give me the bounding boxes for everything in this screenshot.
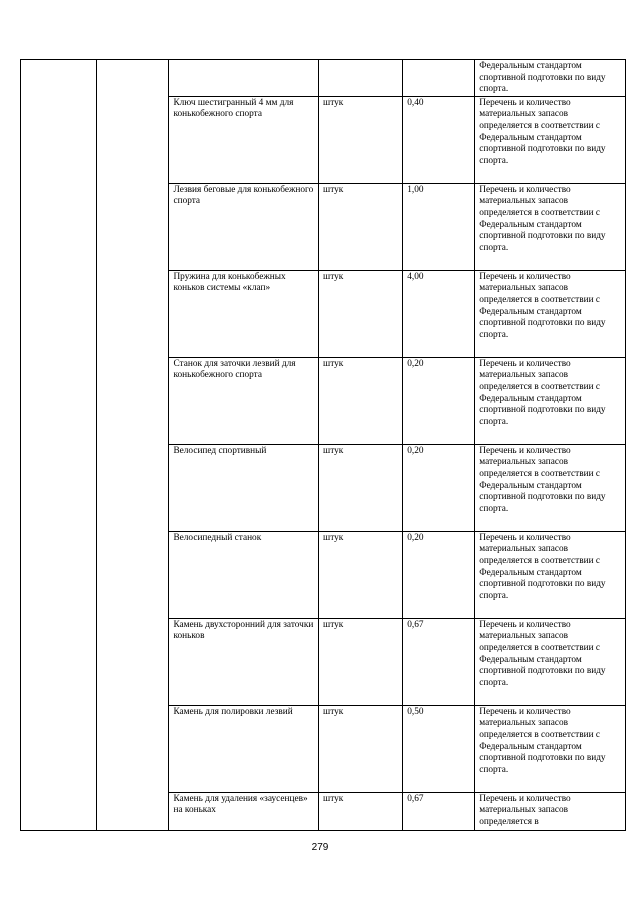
item-name-cell: Велосипед спортивный <box>169 444 319 531</box>
unit-cell: штук <box>319 531 403 618</box>
note-cell: Федеральным стандартом спортивной подготовки по виду спорта. <box>475 60 626 97</box>
note-cell: Перечень и количество материальных запасов определяется в соответствии с Федеральным стандартом спортивной подготовки по виду спорта. <box>475 618 626 705</box>
item-name-cell: Камень для удаления «заусенцев» на коньках <box>169 792 319 830</box>
quantity-cell: 0,67 <box>403 792 475 830</box>
quantity-cell: 0,40 <box>403 96 475 183</box>
item-name-cell: Пружина для конькобежных коньков системы «клап» <box>169 270 319 357</box>
unit-cell <box>319 60 403 97</box>
item-name-cell: Станок для заточки лезвий для конькобежного спорта <box>169 357 319 444</box>
materials-table <box>20 59 626 831</box>
note-cell: Перечень и количество материальных запасов определяется в соответствии с Федеральным стандартом спортивной подготовки по виду спорта. <box>475 705 626 792</box>
unit-cell: штук <box>319 444 403 531</box>
note-cell: Перечень и количество материальных запасов определяется в соответствии с Федеральным стандартом спортивной подготовки по виду спорта. <box>475 270 626 357</box>
item-name-cell <box>169 60 319 97</box>
item-name-cell: Ключ шестигранный 4 мм для конькобежного спорта <box>169 96 319 183</box>
quantity-cell: 0,20 <box>403 531 475 618</box>
quantity-cell: 0,50 <box>403 705 475 792</box>
quantity-cell: 0,20 <box>403 444 475 531</box>
unit-cell: штук <box>319 705 403 792</box>
unit-cell: штук <box>319 96 403 183</box>
unit-cell: штук <box>319 183 403 270</box>
item-name-cell: Камень двухсторонний для заточки коньков <box>169 618 319 705</box>
note-cell: Перечень и количество материальных запасов определяется в соответствии с Федеральным стандартом спортивной подготовки по виду спорта. <box>475 531 626 618</box>
note-cell: Перечень и количество материальных запасов определяется в соответствии с Федеральным стандартом спортивной подготовки по виду спорта. <box>475 357 626 444</box>
quantity-cell: 0,20 <box>403 357 475 444</box>
unit-cell: штук <box>319 357 403 444</box>
merged-cell-col2 <box>97 60 169 831</box>
quantity-cell: 1,00 <box>403 183 475 270</box>
note-cell: Перечень и количество материальных запасов определяется в соответствии с Федеральным стандартом спортивной подготовки по виду спорта. <box>475 444 626 531</box>
quantity-cell: 4,00 <box>403 270 475 357</box>
page-number: 279 <box>311 842 329 853</box>
item-name-cell: Лезвия беговые для конькобежного спорта <box>169 183 319 270</box>
unit-cell: штук <box>319 270 403 357</box>
merged-cell-col1 <box>21 60 97 831</box>
item-name-cell: Камень для полировки лезвий <box>169 705 319 792</box>
unit-cell: штук <box>319 618 403 705</box>
item-name-cell: Велосипедный станок <box>169 531 319 618</box>
note-cell: Перечень и количество материальных запасов определяется в <box>475 792 626 830</box>
unit-cell: штук <box>319 792 403 830</box>
note-cell: Перечень и количество материальных запасов определяется в соответствии с Федеральным стандартом спортивной подготовки по виду спорта. <box>475 96 626 183</box>
table-row-continued <box>21 60 626 97</box>
note-cell: Перечень и количество материальных запасов определяется в соответствии с Федеральным стандартом спортивной подготовки по виду спорта. <box>475 183 626 270</box>
quantity-cell: 0,67 <box>403 618 475 705</box>
quantity-cell <box>403 60 475 97</box>
